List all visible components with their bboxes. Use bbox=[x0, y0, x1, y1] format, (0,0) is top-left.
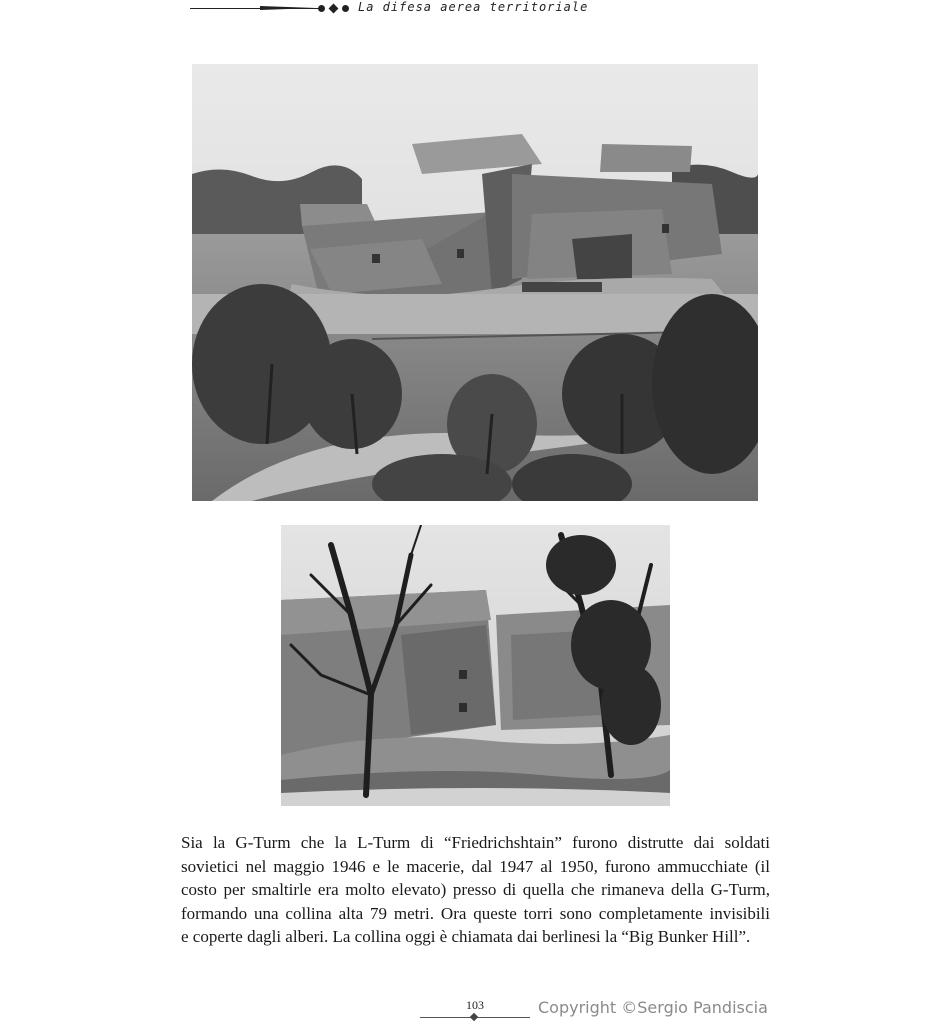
photo-ruined-tower-trees bbox=[281, 525, 670, 806]
header-ornament-dot bbox=[318, 5, 325, 12]
footer-ornament-diamond bbox=[470, 1013, 478, 1021]
photo-caption bbox=[181, 831, 770, 949]
caption-line: formando una collina alta 79 metri. Ora queste torri sono completamente invisibili bbox=[181, 903, 770, 923]
header-ornament-taper bbox=[260, 6, 316, 10]
caption-line: costo per smaltirle era molto elevato) presso di quella che rimaneva della G-Turm, bbox=[181, 880, 770, 899]
copyright-notice: Copyright ©Sergio Pandiscia bbox=[538, 998, 768, 1017]
caption-line: Sia la G-Turm che la L-Turm di “Friedrichshtain” furono distrutte dai soldati bbox=[181, 833, 770, 852]
running-header bbox=[0, 0, 952, 20]
caption-line: sovietici nel maggio 1946 e le macerie, dal 1947 al 1950, furono ammucchiate (il bbox=[181, 856, 770, 876]
header-ornament-dot bbox=[342, 5, 349, 12]
photo-ruined-flak-towers-aerial bbox=[192, 64, 758, 501]
header-title: La difesa aerea territoriale bbox=[358, 0, 589, 14]
caption-line: e coperte dagli alberi. La collina oggi è chiamata dai berlinesi la “Big Bunker Hill”. bbox=[181, 927, 751, 946]
page-number: 103 bbox=[466, 998, 484, 1012]
header-ornament-diamond bbox=[329, 4, 339, 14]
